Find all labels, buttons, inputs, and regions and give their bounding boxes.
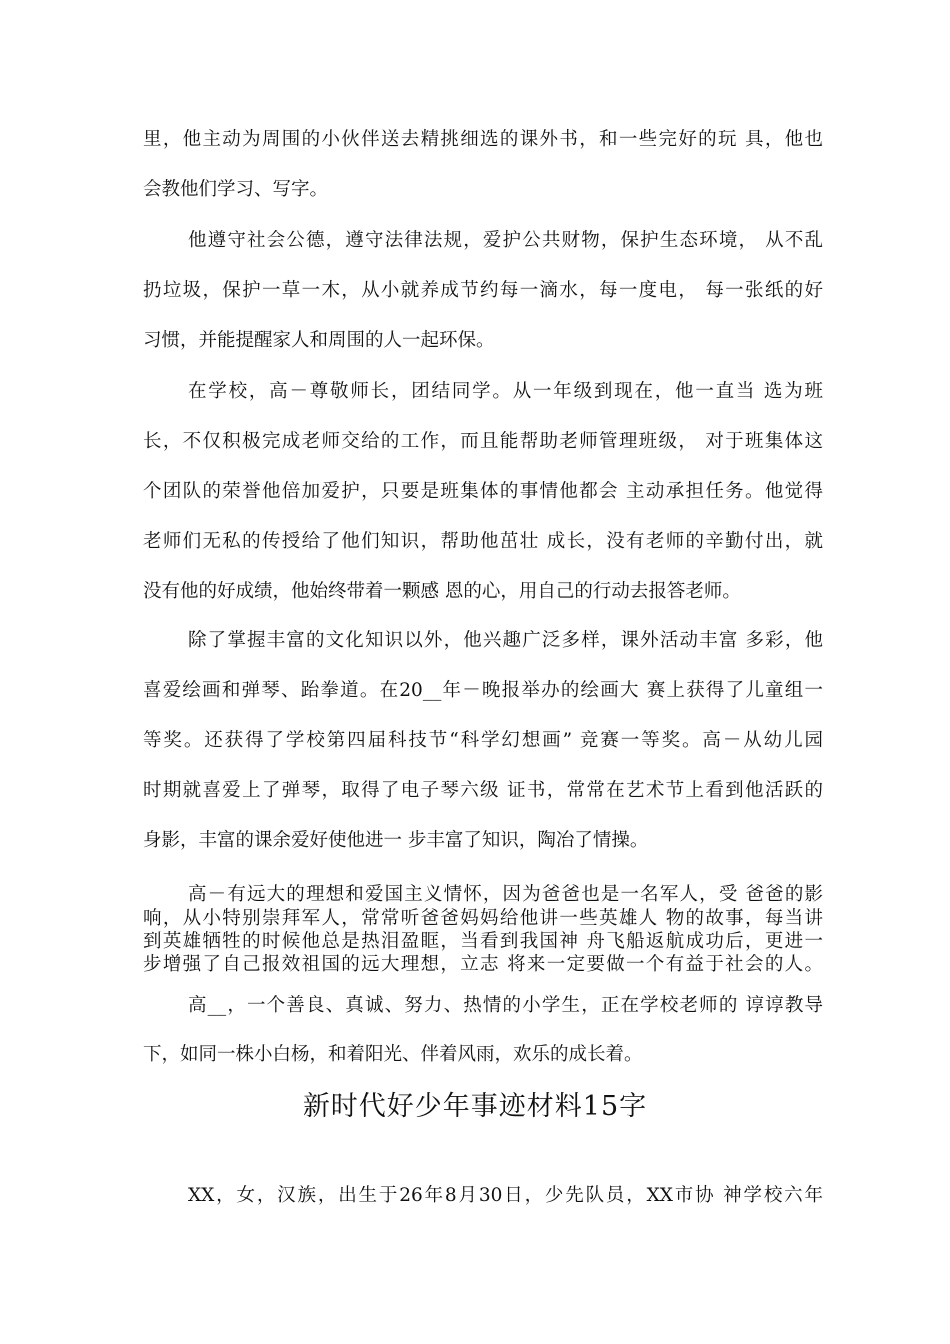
paragraph-3-line-3: 个团队的荣誉他倍加爱护，只要是班集体的事情他都会 主动承担任务。他觉得	[143, 481, 823, 502]
paragraph-2-line-3: 习惯，并能提醒家人和周围的人一起环保。	[143, 330, 495, 351]
paragraph-2-line-2: 扔垃圾，保护一草一木，从小就养成节约每一滴水，每一度电， 每一张纸的好	[143, 280, 823, 301]
paragraph-3-line-4: 老师们无私的传授给了他们知识，帮助他茁壮 成长，没有老师的辛勤付出，就	[143, 531, 823, 552]
paragraph-5-line-4: 步增强了自己报效祖国的远大理想，立志 将来一定要做一个有益于社会的人。	[143, 954, 823, 975]
paragraph-1-line-2: 会教他们学习、写字。	[143, 179, 329, 200]
paragraph-5-line-2: 响，从小特别崇拜军人，常常听爸爸妈妈给他讲一些英雄人 物的故事，每当讲	[143, 908, 823, 929]
paragraph-6-line-2: 下，如同一株小白杨，和着阳光、伴着风雨，欢乐的成长着。	[143, 1044, 643, 1065]
paragraph-4-line-5: 身影，丰富的课余爱好使他进一 步丰富了知识，陶冶了情操。	[143, 830, 649, 851]
paragraph-7-line-1: XX，女，汉族，出生于26年8月30日，少先队员，XX市协 神学校六年	[188, 1185, 823, 1206]
paragraph-3-line-2: 长，不仅积极完成老师交给的工作，而且能帮助老师管理班级， 对于班集体这	[143, 431, 823, 452]
paragraph-3-line-1: 在学校，高－尊敬师长，团结同学。从一年级到现在，他一直当 选为班	[188, 381, 823, 402]
paragraph-4-line-1: 除了掌握丰富的文化知识以外，他兴趣广泛多样，课外活动丰富 多彩，他	[188, 630, 823, 651]
paragraph-1-line-1: 里，他主动为周围的小伙伴送去精挑细选的课外书，和一些完好的玩 具，他也	[143, 129, 823, 150]
section-title: 新时代好少年事迹材料15字	[302, 1091, 648, 1122]
paragraph-4-line-2: 喜爱绘画和弹琴、跆拳道。在20__年－晚报举办的绘画大 赛上获得了儿童组一	[143, 680, 823, 701]
paragraph-3-line-5: 没有他的好成绩，他始终带着一颗感 恩的心，用自己的行动去报答老师。	[143, 581, 741, 602]
paragraph-2-line-1: 他遵守社会公德，遵守法律法规，爱护公共财物，保护生态环境， 从不乱	[188, 230, 823, 251]
paragraph-5-line-1: 高－有远大的理想和爱国主义情怀，因为爸爸也是一名军人，受 爸爸的影	[188, 884, 823, 905]
paragraph-6-line-1: 高__，一个善良、真诚、努力、热情的小学生，正在学校老师的 谆谆教导	[188, 995, 823, 1016]
paragraph-4-line-3: 等奖。还获得了学校第四届科技节“科学幻想画” 竞赛一等奖。高－从幼儿园	[143, 730, 823, 751]
paragraph-5-line-3: 到英雄牺牲的时候他总是热泪盈眶，当看到我国神 舟飞船返航成功后，更进一	[143, 931, 823, 952]
paragraph-4-line-4: 时期就喜爱上了弹琴，取得了电子琴六级 证书，常常在艺术节上看到他活跃的	[143, 780, 823, 801]
